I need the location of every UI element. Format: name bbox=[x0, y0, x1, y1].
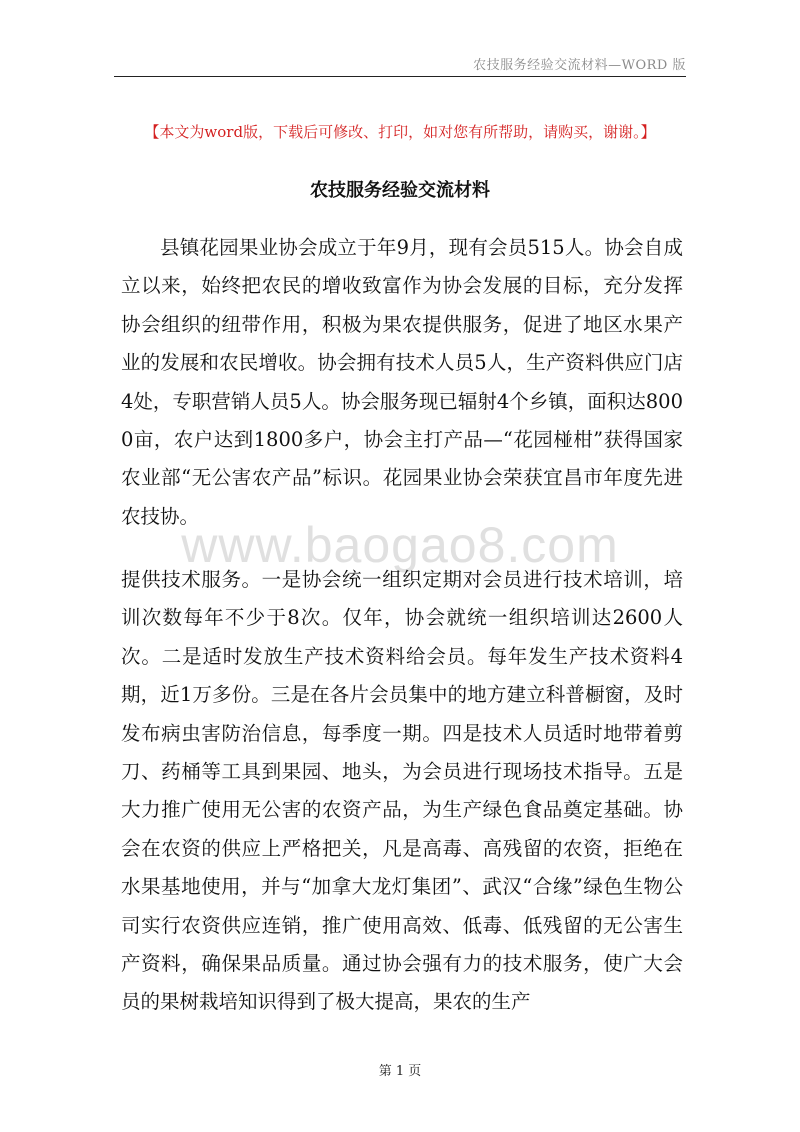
document-title: 农技服务经验交流材料 bbox=[310, 180, 490, 201]
watermark-text: www.baogao8.com bbox=[181, 517, 619, 573]
header-divider bbox=[114, 76, 686, 77]
body-paragraph-intro: 县镇花园果业协会成立于年9月，现有会员515人。协会自成立以来，始终把农民的增收致富作为协会发展的目标，充分发挥协会组织的纽带作用，积极为果农提供服务，促进了地区水果产业的发展和农民增收。协会拥有技术人员5人，生产资料供应门店4处，专职营销人员5人。协会服务现已辐射4个乡镇，面积达8000亩，农户达到1800多户，协会主打产品—“花园椪柑”获得国家农业部“无公害农产品”标识。花园果业协会荣获宜昌市年度先进农技协。 bbox=[121, 236, 683, 528]
body-paragraph-technical-services: 提供技术服务。一是协会统一组织定期对会员进行技术培训，培训次数每年不少于8次。仅年，协会就统一组织培训达2600人次。二是适时发放生产技术资料给会员。每年发生产技术资料4期，近1万多份。三是在各片会员集中的地方建立科普橱窗，及时发布病虫害防治信息，每季度一期。四是技术人员适时地带着剪刀、药桶等工具到果园、地头，为会员进行现场技术指导。五是大力推广使用无公害的农资产品，为生产绿色食品奠定基础。协会在农资的供应上严格把关，凡是高毒、高残留的农资，拒绝在水果基地使用，并与“加拿大龙灯集团”、武汉“合缘”绿色生物公司实行农资供应连销，推广使用高效、低毒、低残留的无公害生产资料，确保果品质量。通过协会强有力的技术服务，使广大会员的果树栽培知识得到了极大提高，果农的生产 bbox=[121, 568, 683, 1014]
purchase-notice: 【本文为word版，下载后可修改、打印，如对您有所帮助，请购买，谢谢。】 bbox=[144, 123, 656, 141]
running-header: 农技服务经验交流材料—WORD 版 bbox=[473, 58, 686, 73]
page-number: 第 1 页 bbox=[378, 1064, 422, 1079]
